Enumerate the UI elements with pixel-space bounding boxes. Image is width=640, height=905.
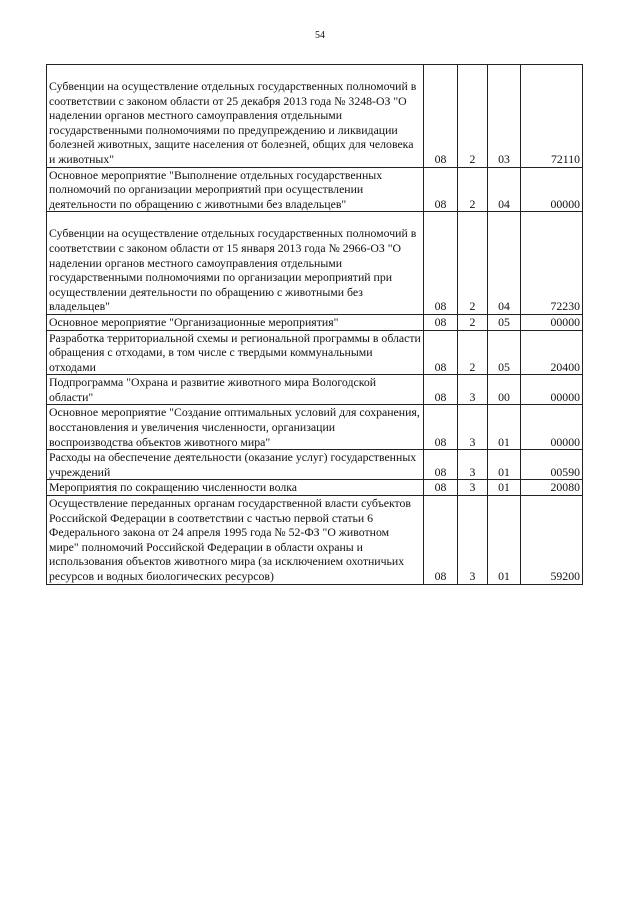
code-program: 2	[458, 65, 488, 168]
table-row	[47, 212, 583, 315]
code-program: 3	[458, 450, 488, 480]
code-program: 2	[458, 167, 488, 212]
code-section: 08	[424, 496, 458, 585]
code-direction: 00000	[521, 167, 583, 212]
row-description: Осуществление переданных органам государственной власти субъектов Российской Федерации в соответствии с частью первой статьи 6 Федерального закона от 24 апреля 1995 года № 52-ФЗ "О животном мире" полномочий Российской Федерации в области охраны и использования объектов животного мира (за исключением охотничьих ресурсов и водных биологических ресурсов)	[47, 496, 424, 585]
code-direction: 72230	[521, 212, 583, 315]
budget-table	[46, 64, 583, 585]
code-section: 08	[424, 167, 458, 212]
code-section: 08	[424, 314, 458, 330]
code-program: 2	[458, 314, 488, 330]
table-row	[47, 65, 583, 168]
row-description: Субвенции на осуществление отдельных государственных полномочий в соответствии с законом области от 25 декабря 2013 года № 3248-ОЗ "О наделении органов местного самоуправления отдельными государственными полномочиями по предупреждению и ликвидации болезней животных, защите населения от болезней, общих для человека и животных"	[47, 65, 424, 168]
row-description: Мероприятия по сокращению численности волка	[47, 480, 424, 496]
code-event: 03	[488, 65, 521, 168]
code-program: 3	[458, 496, 488, 585]
code-program: 3	[458, 480, 488, 496]
code-event: 00	[488, 375, 521, 405]
row-description: Разработка территориальной схемы и региональной программы в области обращения с отходами, в том числе с твердыми коммунальными отходами	[47, 330, 424, 375]
code-section: 08	[424, 330, 458, 375]
code-section: 08	[424, 375, 458, 405]
row-description: Основное мероприятие "Организационные мероприятия"	[47, 314, 424, 330]
row-description: Расходы на обеспечение деятельности (оказание услуг) государственных учреждений	[47, 450, 424, 480]
code-event: 01	[488, 405, 521, 450]
code-event: 01	[488, 450, 521, 480]
table-row	[47, 330, 583, 375]
row-description: Основное мероприятие "Выполнение отдельных государственных полномочий по организации мероприятий при осуществлении деятельности по обращению с животными без владельцев"	[47, 167, 424, 212]
code-direction: 72110	[521, 65, 583, 168]
table-row	[47, 450, 583, 480]
row-description: Подпрограмма "Охрана и развитие животного мира Вологодской области"	[47, 375, 424, 405]
code-event: 01	[488, 496, 521, 585]
table-row	[47, 480, 583, 496]
table-row	[47, 405, 583, 450]
code-program: 3	[458, 375, 488, 405]
code-section: 08	[424, 405, 458, 450]
code-direction: 00590	[521, 450, 583, 480]
table-row	[47, 314, 583, 330]
table-row	[47, 375, 583, 405]
code-program: 2	[458, 330, 488, 375]
code-event: 01	[488, 480, 521, 496]
code-section: 08	[424, 65, 458, 168]
code-direction: 00000	[521, 375, 583, 405]
code-direction: 00000	[521, 405, 583, 450]
code-event: 05	[488, 330, 521, 375]
code-section: 08	[424, 480, 458, 496]
code-event: 04	[488, 167, 521, 212]
table-row	[47, 496, 583, 585]
code-direction: 00000	[521, 314, 583, 330]
code-direction: 20400	[521, 330, 583, 375]
code-event: 04	[488, 212, 521, 315]
code-event: 05	[488, 314, 521, 330]
row-description: Субвенции на осуществление отдельных государственных полномочий в соответствии с законом области от 15 января 2013 года № 2966-ОЗ "О наделении органов местного самоуправления отдельными государственными полномочиями по организации мероприятий при осуществлении деятельности по обращению с животными без владельцев"	[47, 212, 424, 315]
page-number: 54	[315, 30, 325, 41]
code-section: 08	[424, 450, 458, 480]
code-direction: 59200	[521, 496, 583, 585]
code-direction: 20080	[521, 480, 583, 496]
code-section: 08	[424, 212, 458, 315]
code-program: 2	[458, 212, 488, 315]
code-program: 3	[458, 405, 488, 450]
row-description: Основное мероприятие "Создание оптимальных условий для сохранения, восстановления и увеличения численности, организации воспроизводства объектов животного мира"	[47, 405, 424, 450]
table-row	[47, 167, 583, 212]
